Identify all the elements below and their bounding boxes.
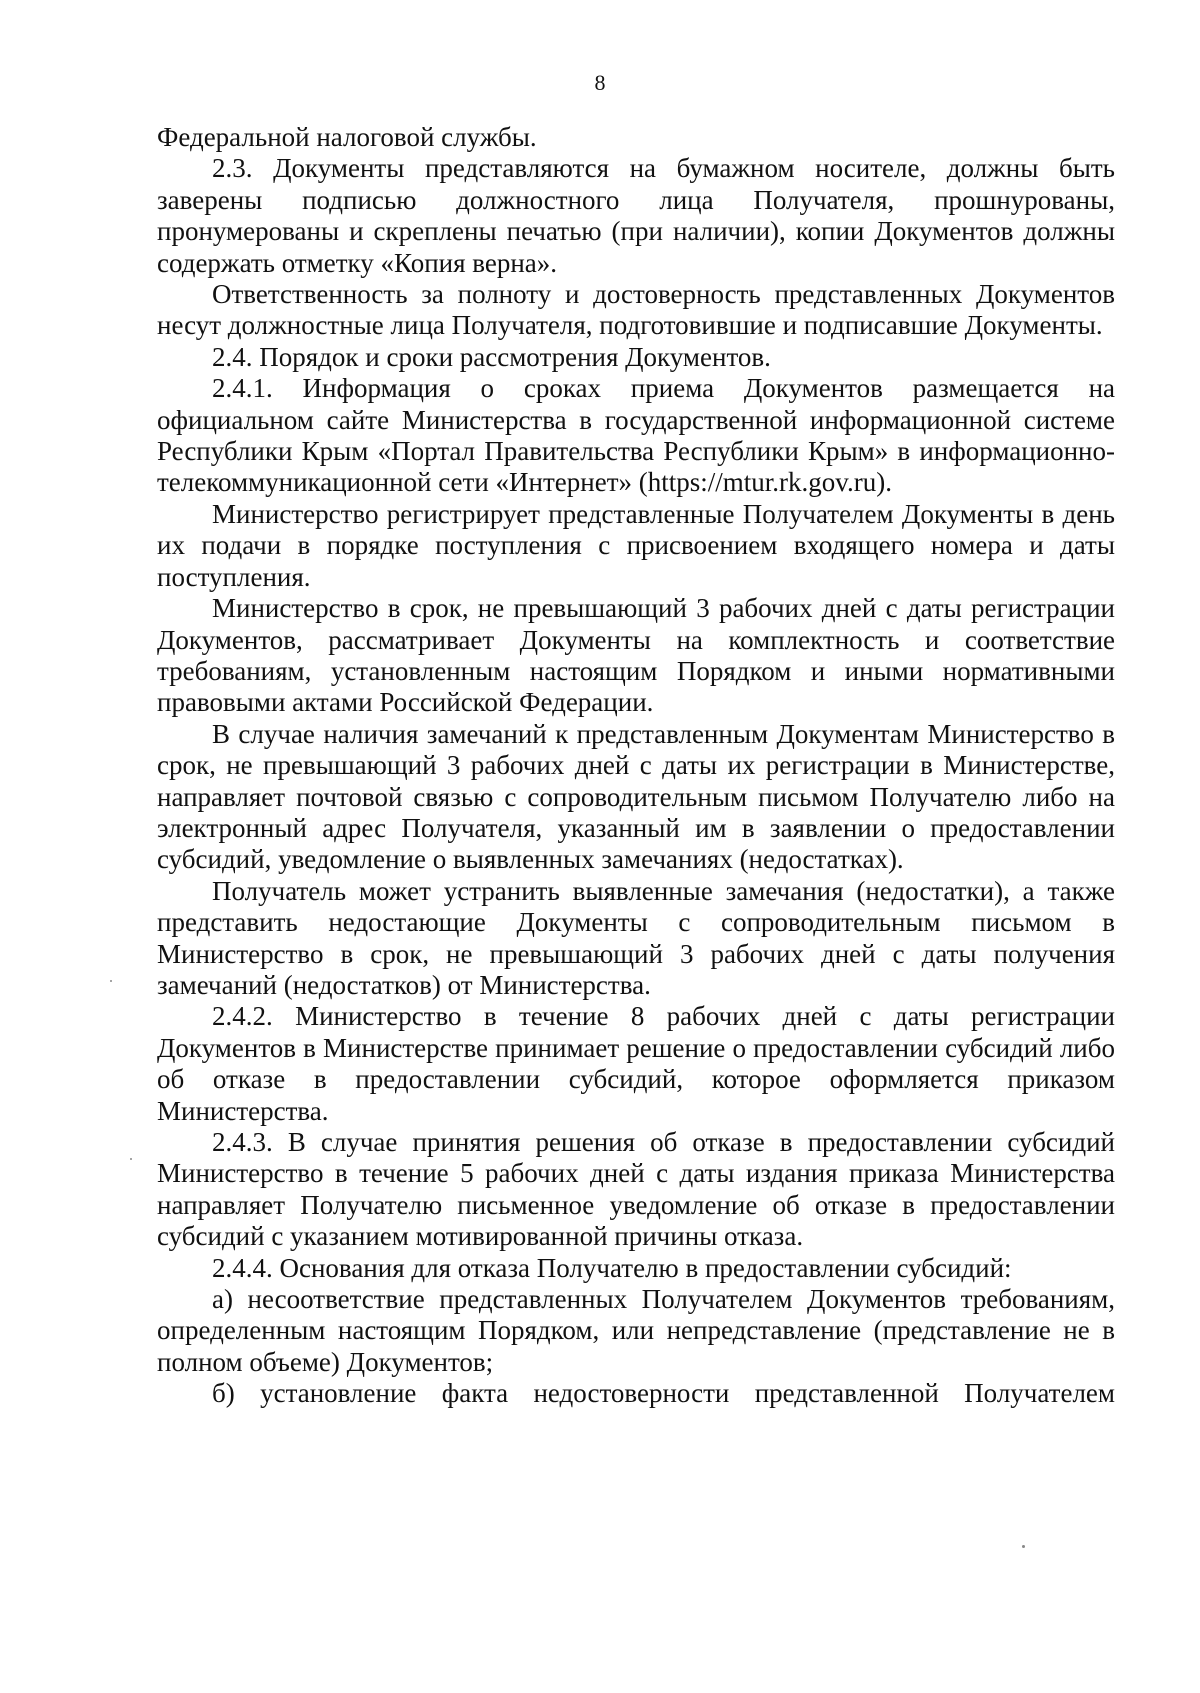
paragraph-remarks: В случае наличия замечаний к представленным Документам Министерство в срок, не превышающий 3 рабочих дней с даты их регистрации в Министерстве, направляет почтовой связью с сопроводительным письмом Получателю либо на электронный адрес Получателя, указанный им в заявлении о предоставлении субсидий, уведомление о выявленных замечаниях (недостатках).	[157, 718, 1115, 875]
paragraph-correction: Получатель может устранить выявленные замечания (недостатки), а также представить недостающие Документы с сопроводительным письмом в Министерство в срок, не превышающий 3 рабочих дней с даты получения замечаний (недостатков) от Министерства.	[157, 875, 1115, 1000]
paragraph-responsibility: Ответственность за полноту и достоверность представленных Документов несут должностные лица Получателя, подготовившие и подписавшие Документы.	[157, 279, 1115, 341]
list-item-a: а) несоответствие представленных Получателем Документов требованиям, определенным настоящим Порядком, или непредставление (представление не в полном объеме) Документов;	[157, 1284, 1115, 1377]
document-body	[157, 122, 1115, 1410]
paragraph-2-4-heading: 2.4. Порядок и сроки рассмотрения Документов.	[212, 341, 771, 372]
paragraph-review-term: Министерство в срок, не превышающий 3 рабочих дней с даты регистрации Документов, рассматривает Документы на комплектность и соответствие требованиям, установленным настоящим Порядком и иными нормативными правовыми актами Российской Федерации.	[157, 593, 1115, 718]
paragraph-2-4-3: 2.4.3. В случае принятия решения об отказе в предоставлении субсидий Министерство в течение 5 рабочих дней с даты издания приказа Министерства направляет Получателю письменное уведомление об отказе в предоставлении субсидий с указанием мотивированной причины отказа.	[157, 1127, 1115, 1252]
page-number: 8	[594, 70, 606, 95]
paragraph-continuation: Федеральной налоговой службы.	[157, 122, 537, 152]
scan-speck	[1022, 1545, 1025, 1548]
scan-speck	[130, 1158, 132, 1160]
paragraph-2-3: 2.3. Документы представляются на бумажном носителе, должны быть заверены подписью должностного лица Получателя, прошнурованы, пронумерованы и скреплены печатью (при наличии), копии Документов должны содержать отметку «Копия верна».	[157, 153, 1115, 278]
paragraph-registration: Министерство регистрирует представленные Получателем Документы в день их подачи в порядке поступления с присвоением входящего номера и даты поступления.	[157, 498, 1115, 592]
paragraph-2-4-4: 2.4.4. Основания для отказа Получателю в предоставлении субсидий:	[212, 1252, 1012, 1283]
list-item-b: б) установление факта недостоверности представленной Получателем	[212, 1378, 1115, 1409]
paragraph-2-4-1: 2.4.1. Информация о сроках приема Документов размещается на официальном сайте Министерства в государственной информационной системе Республики Крым «Портал Правительства Республики Крым» в информационно-телекоммуникационной сети «Интернет» (https://mtur.rk.gov.ru).	[157, 373, 1115, 498]
scan-speck	[110, 980, 112, 982]
paragraph-2-4-2: 2.4.2. Министерство в течение 8 рабочих дней с даты регистрации Документов в Министерстве принимает решение о предоставлении субсидий либо об отказе в предоставлении субсидий, которое оформляется приказом Министерства.	[157, 1001, 1115, 1126]
